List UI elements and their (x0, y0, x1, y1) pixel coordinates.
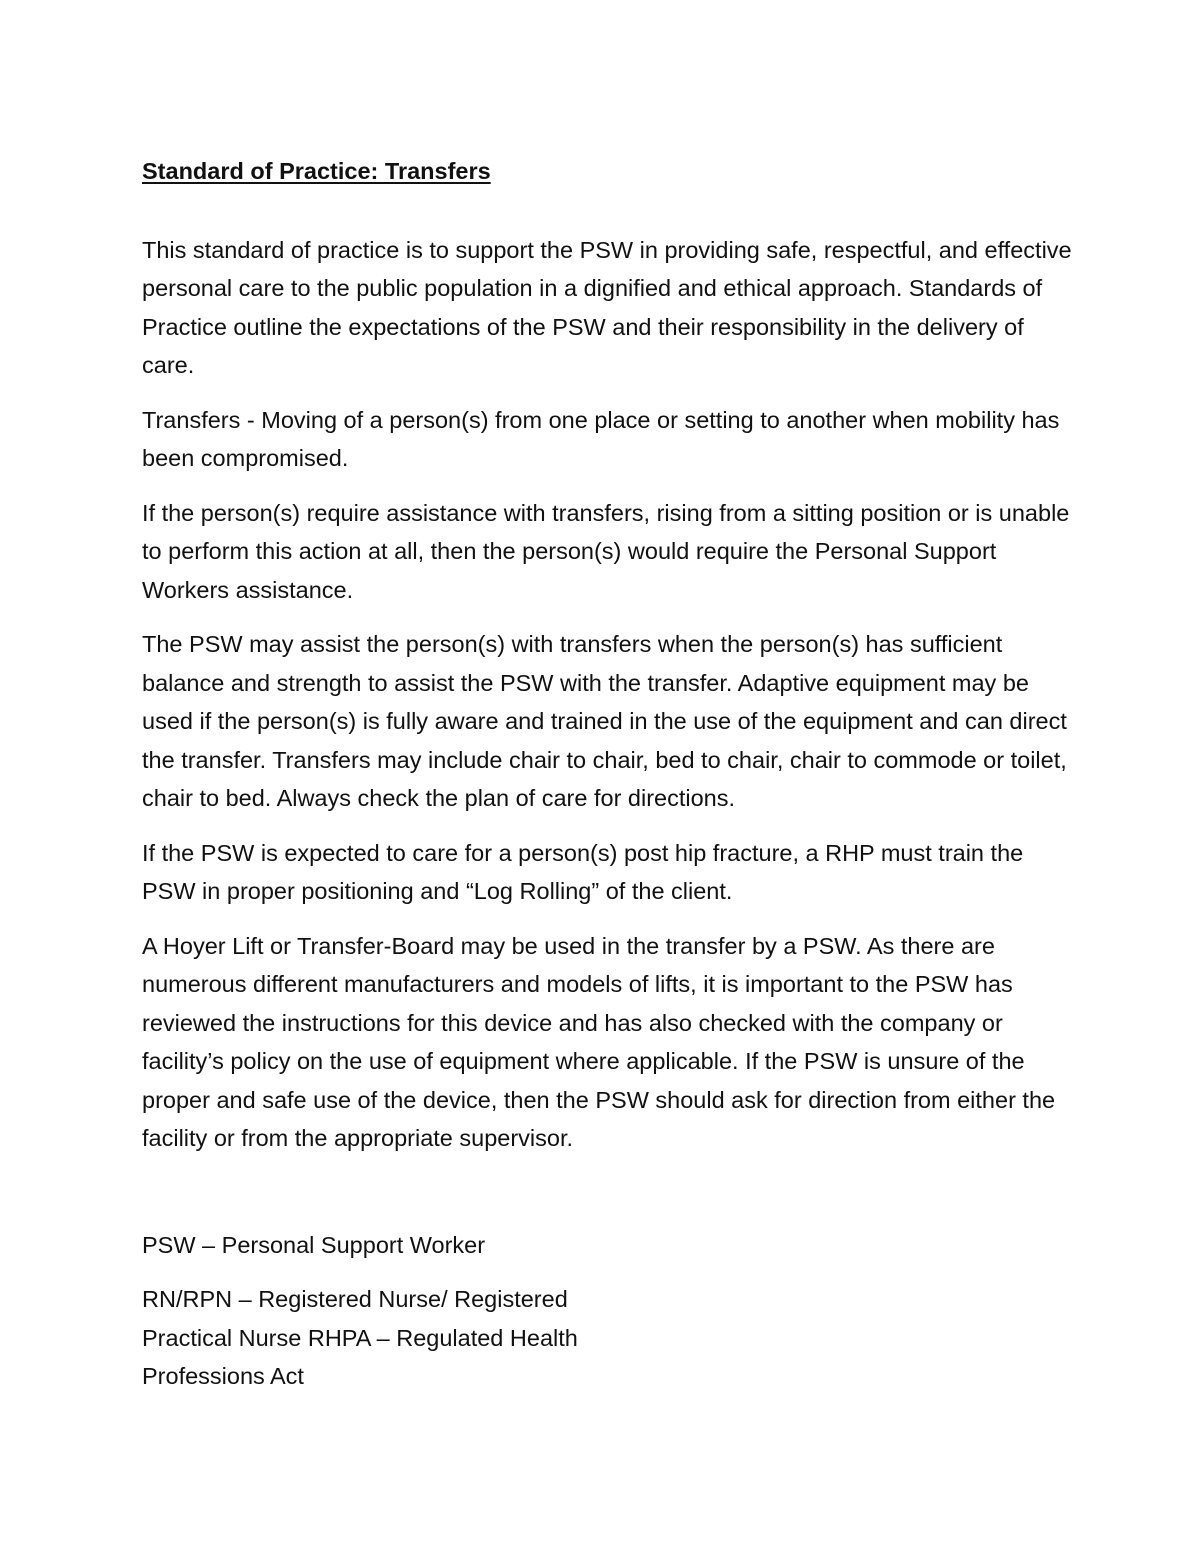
document-body (142, 152, 1082, 1396)
glossary-line: RN/RPN – Registered Nurse/ Registered (142, 1286, 568, 1312)
glossary-psw: PSW – Personal Support Worker (142, 1231, 486, 1258)
glossary-line: Practical Nurse RHPA – Regulated Health (142, 1324, 578, 1351)
paragraph-hip-fracture: If the PSW is expected to care for a person(s) post hip fracture, a RHP must train the PSW in proper positioning and “Log Rolling” of the client. (142, 839, 1024, 904)
section-spacer (142, 1174, 1082, 1226)
document-title: Standard of Practice: Transfers (142, 158, 491, 184)
paragraph-psw-assist: The PSW may assist the person(s) with transfers when the person(s) has sufficient balance and strength to assist the PSW with the transfer. Adaptive equipment may be used if the person(s) is fully aware and trained in the use of the equipment and can direct the transfer. Transfers may include chair to chair, bed to chair, chair to commode or toilet, chair to bed. Always check the plan of care for directions. (142, 631, 1067, 811)
glossary-line: Professions Act (142, 1363, 304, 1389)
paragraph-hoyer-lift: A Hoyer Lift or Transfer-Board may be used in the transfer by a PSW. As there are numerous different manufacturers and models of lifts, it is important to the PSW has reviewed the instructions for this device and has also checked with the company or facility’s policy on the use of equipment where applicable. If the PSW is unsure of the proper and safe use of the device, then the PSW should ask for direction from either the facility or from the appropriate supervisor. (142, 932, 1056, 1151)
paragraph-transfers-definition: Transfers - Moving of a person(s) from one place or setting to another when mobility has been compromised. (142, 406, 1060, 471)
paragraph-assistance: If the person(s) require assistance with transfers, rising from a sitting position or is unable to perform this action at all, then the person(s) would require the Personal Support Workers assistance. (142, 499, 1070, 603)
paragraph-intro: This standard of practice is to support the PSW in providing safe, respectful, and effective personal care to the public population in a dignified and ethical approach. Standards of Practice outline the expectations of the PSW and their responsibility in the delivery of care. (142, 236, 1072, 378)
glossary-rn-rpn-rhpa (142, 1280, 1082, 1396)
